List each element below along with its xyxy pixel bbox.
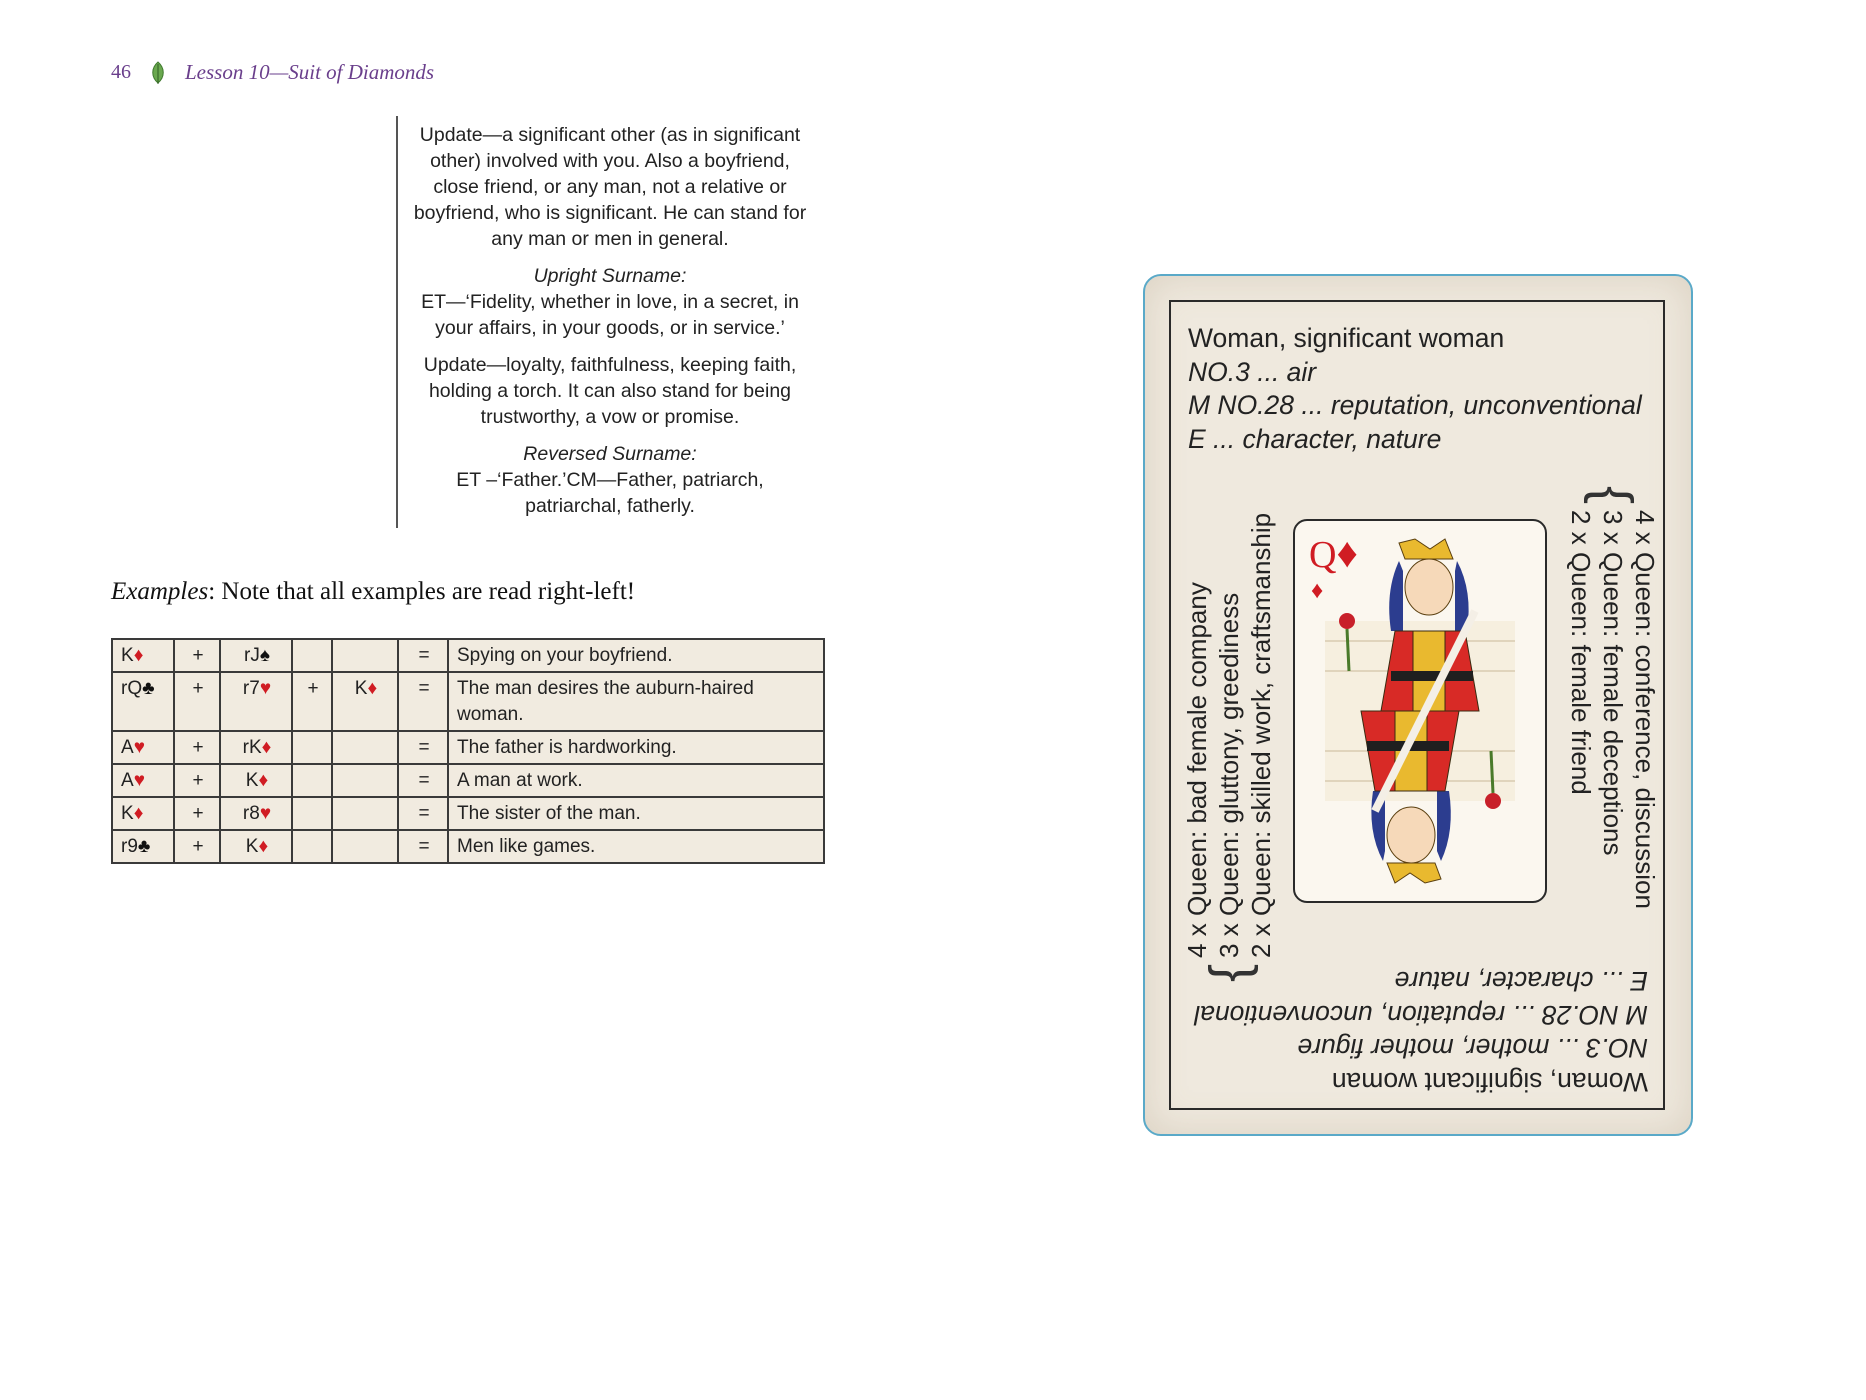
face-rank: Q — [1309, 534, 1337, 576]
table-cell-c3: K♦ — [220, 764, 292, 797]
queen-of-diamonds-face — [1293, 519, 1547, 903]
table-cell-c4 — [292, 830, 332, 863]
table-cell-c5 — [332, 764, 398, 797]
table-cell-c4 — [292, 797, 332, 830]
table-cell-c4: + — [292, 672, 332, 731]
table-cell-c6: = — [398, 764, 448, 797]
examples-text: : Note that all examples are read right-left! — [208, 578, 636, 605]
table-cell-c3: rJ♠ — [220, 639, 292, 672]
reversed-text: ET –‘Father.’CM—Father, patriarch, patriarchal, fatherly. — [456, 469, 764, 517]
card-bottom-line-3: M NO.28 ... reputation, unconventional — [1194, 1000, 1648, 1030]
table-cell-c1: rQ♣ — [112, 672, 174, 731]
table-cell-c1: A♥ — [112, 731, 174, 764]
small-diamond-icon: ♦ — [1311, 577, 1324, 604]
table-cell-c2: + — [174, 797, 220, 830]
right-list-item: 4 x Queen: conference, discussion — [1630, 510, 1660, 909]
update-paragraph-1: Update—a significant other (as in significant other) involved with you. Also a boyfriend, close friend, or any man, not a relative or boyfriend, who is significant. He can stand for any man or men in general. — [413, 124, 807, 250]
table-cell-c5: K♦ — [332, 672, 398, 731]
card-right-list — [1565, 486, 1661, 1026]
table-cell-c4 — [292, 731, 332, 764]
table-cell-c2: + — [174, 639, 220, 672]
card-bottom-line-4: E ... character, nature — [1394, 966, 1648, 997]
right-brace-icon: { — [1583, 486, 1643, 505]
leaf-icon — [149, 61, 167, 85]
card-bottom-line-1: Woman, significant woman — [1331, 1067, 1648, 1097]
left-list-item: 2 x Queen: skilled work, craftsmanship — [1246, 512, 1276, 958]
left-brace-icon: { — [1199, 963, 1259, 982]
table-cell-c2: + — [174, 672, 220, 731]
card-top-line-1: Woman, significant woman — [1188, 323, 1505, 353]
table-row — [112, 672, 824, 731]
right-list-item: 3 x Queen: female deceptions — [1598, 510, 1628, 856]
card-left-list — [1181, 442, 1277, 982]
upright-text: ET—‘Fidelity, whether in love, in a secret, in your affairs, in your goods, or in service.’ — [421, 291, 799, 339]
chapter-title: Lesson 10—Suit of Diamonds — [185, 60, 435, 84]
right-list-item: 2 x Queen: female friend — [1566, 510, 1596, 795]
table-cell-c3: K♦ — [220, 830, 292, 863]
table-cell-c1: K♦ — [112, 639, 174, 672]
table-cell-c5 — [332, 797, 398, 830]
table-cell-c7: The father is hardworking. — [448, 731, 824, 764]
table-cell-c3: r7♥ — [220, 672, 292, 731]
definition-block — [396, 116, 816, 528]
examples-table — [111, 638, 825, 864]
table-row — [112, 764, 824, 797]
card-bottom-line-2: NO.3 ... mother, mother figure — [1297, 1033, 1648, 1064]
upright-label: Upright Surname: — [533, 265, 687, 287]
table-cell-c4 — [292, 639, 332, 672]
table-row — [112, 830, 824, 863]
table-cell-c7: A man at work. — [448, 764, 824, 797]
card-top-line-2: NO.3 ... air — [1188, 356, 1317, 387]
update-paragraph-2: Update—loyalty, faithfulness, keeping faith, holding a torch. It can also stand for being trustworthy, a vow or promise. — [423, 354, 797, 428]
table-cell-c7: Men like games. — [448, 830, 824, 863]
table-cell-c3: r8♥ — [220, 797, 292, 830]
examples-label: Examples — [111, 578, 209, 605]
table-cell-c6: = — [398, 797, 448, 830]
table-cell-c1: A♥ — [112, 764, 174, 797]
table-cell-c1: r9♣ — [112, 830, 174, 863]
playing-card — [1143, 274, 1693, 1136]
running-header — [111, 60, 434, 85]
table-cell-c5 — [332, 731, 398, 764]
reversed-label: Reversed Surname: — [523, 443, 697, 465]
table-cell-c7: The sister of the man. — [448, 797, 824, 830]
table-cell-c5 — [332, 830, 398, 863]
table-cell-c2: + — [174, 731, 220, 764]
table-cell-c6: = — [398, 672, 448, 731]
table-cell-c1: K♦ — [112, 797, 174, 830]
card-top-line-3: M NO.28 ... reputation, unconventional — [1188, 390, 1642, 420]
left-list-item: 4 x Queen: bad female company — [1182, 582, 1212, 958]
table-cell-c7: Spying on your boyfriend. — [448, 639, 824, 672]
table-cell-c7: The man desires the auburn-haired woman. — [448, 672, 824, 731]
left-list-item: 3 x Queen: gluttony, greediness — [1214, 592, 1244, 958]
table-cell-c4 — [292, 764, 332, 797]
table-row — [112, 731, 824, 764]
table-row — [112, 639, 824, 672]
table-cell-c2: + — [174, 830, 220, 863]
table-cell-c6: = — [398, 830, 448, 863]
face-suit: ♦ — [1336, 531, 1358, 577]
queen-figure-icon — [1295, 521, 1545, 901]
table-cell-c6: = — [398, 639, 448, 672]
table-cell-c3: rK♦ — [220, 731, 292, 764]
examples-heading — [111, 578, 635, 606]
table-cell-c5 — [332, 639, 398, 672]
table-cell-c6: = — [398, 731, 448, 764]
page-number: 46 — [111, 61, 131, 83]
table-row — [112, 797, 824, 830]
card-top-text — [1188, 322, 1642, 456]
card-bottom-text — [1188, 964, 1648, 1098]
card-top-line-4: E ... character, nature — [1188, 423, 1442, 454]
table-cell-c2: + — [174, 764, 220, 797]
